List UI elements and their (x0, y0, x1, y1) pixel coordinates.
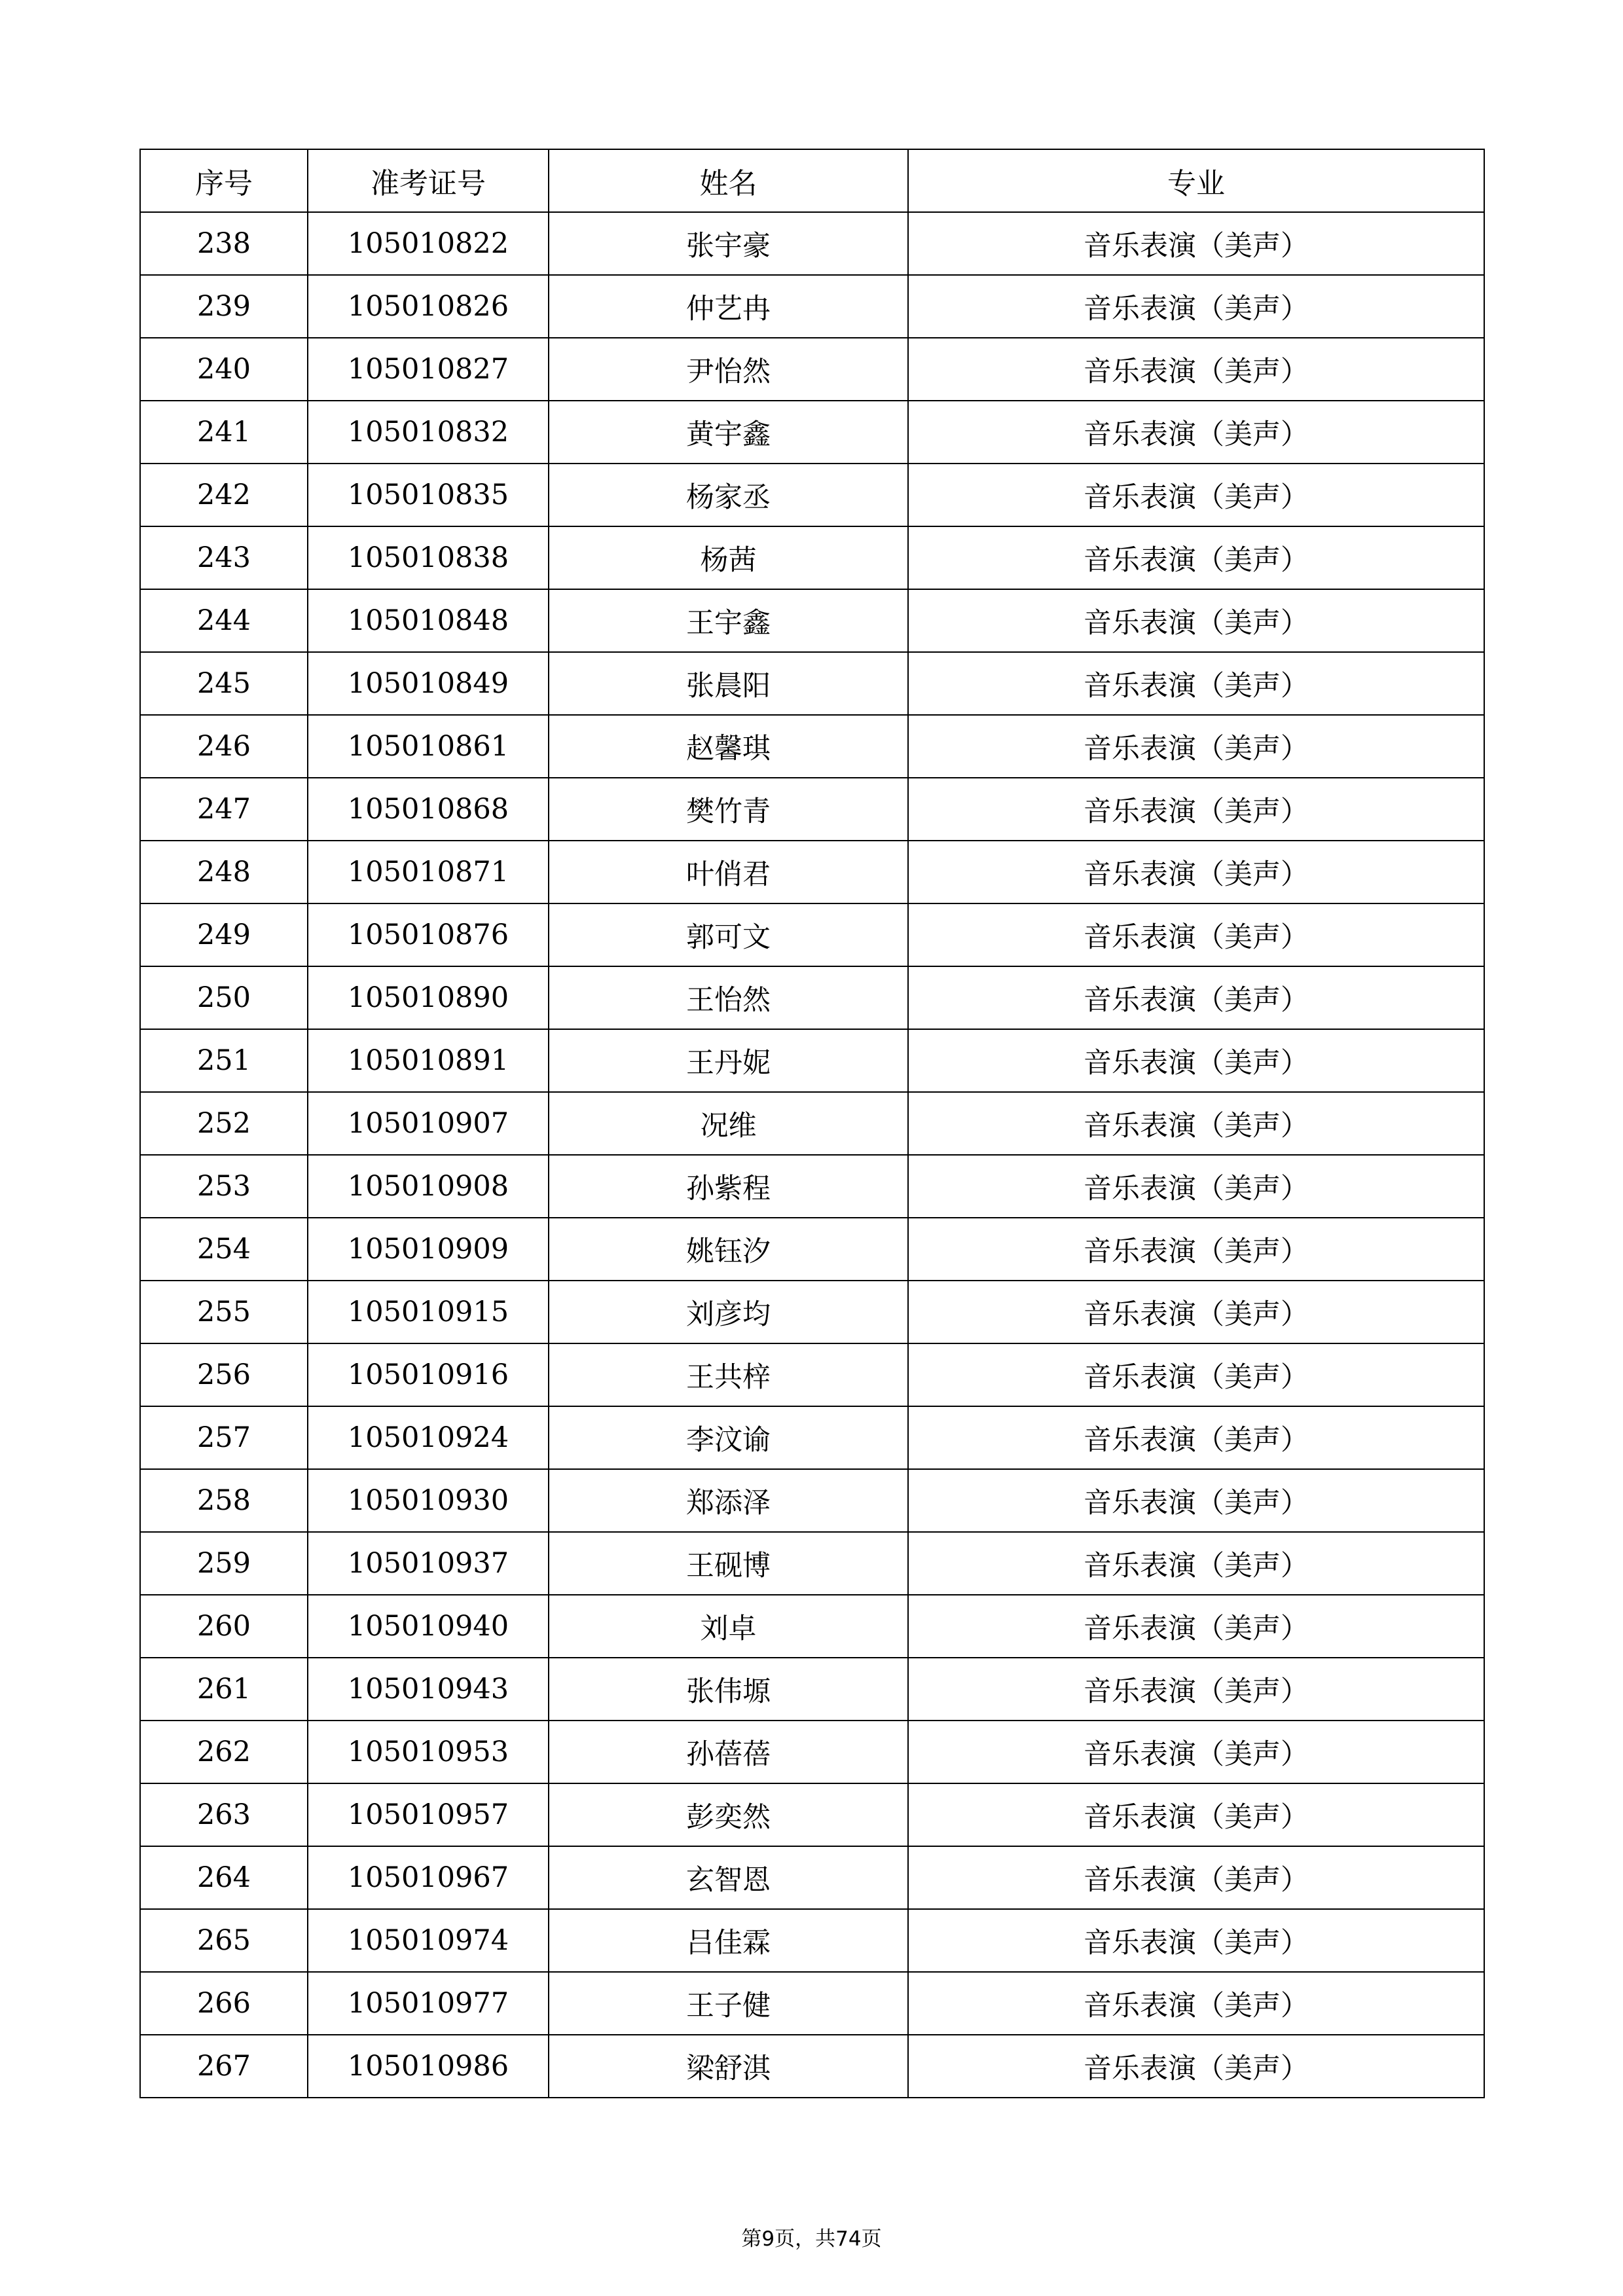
cell-name: 刘卓 (549, 1595, 908, 1658)
cell-major: 音乐表演（美声） (908, 1155, 1484, 1218)
cell-serial: 263 (140, 1783, 308, 1846)
cell-name: 王丹妮 (549, 1029, 908, 1092)
cell-serial: 247 (140, 778, 308, 841)
cell-name: 况维 (549, 1092, 908, 1155)
cell-name: 彭奕然 (549, 1783, 908, 1846)
cell-name: 杨茜 (549, 526, 908, 589)
table-row (140, 1029, 1484, 1092)
table-row (140, 1658, 1484, 1721)
cell-exam-id: 105010940 (308, 1595, 549, 1658)
cell-serial: 241 (140, 401, 308, 464)
cell-exam-id: 105010848 (308, 589, 549, 652)
cell-name: 樊竹青 (549, 778, 908, 841)
column-header-major: 专业 (908, 149, 1484, 212)
cell-exam-id: 105010930 (308, 1469, 549, 1532)
table-row (140, 715, 1484, 778)
cell-exam-id: 105010909 (308, 1218, 549, 1281)
table-row (140, 212, 1484, 275)
cell-name: 孙蓓蓓 (549, 1721, 908, 1783)
cell-exam-id: 105010891 (308, 1029, 549, 1092)
table-row (140, 526, 1484, 589)
footer-prefix: 第 (741, 2227, 762, 2251)
cell-serial: 254 (140, 1218, 308, 1281)
cell-major: 音乐表演（美声） (908, 966, 1484, 1029)
table-row (140, 1846, 1484, 1909)
table-row (140, 1343, 1484, 1406)
cell-exam-id: 105010943 (308, 1658, 549, 1721)
cell-major: 音乐表演（美声） (908, 1972, 1484, 2035)
cell-major: 音乐表演（美声） (908, 589, 1484, 652)
table-row (140, 1909, 1484, 1972)
table-row (140, 1469, 1484, 1532)
cell-major: 音乐表演（美声） (908, 212, 1484, 275)
cell-major: 音乐表演（美声） (908, 1406, 1484, 1469)
table-row (140, 1532, 1484, 1595)
cell-major: 音乐表演（美声） (908, 841, 1484, 903)
cell-exam-id: 105010871 (308, 841, 549, 903)
column-header-serial: 序号 (140, 149, 308, 212)
table-row (140, 275, 1484, 338)
cell-name: 李汶谕 (549, 1406, 908, 1469)
cell-exam-id: 105010849 (308, 652, 549, 715)
cell-name: 王怡然 (549, 966, 908, 1029)
table-row (140, 966, 1484, 1029)
roster-table (139, 149, 1485, 2098)
cell-exam-id: 105010907 (308, 1092, 549, 1155)
cell-major: 音乐表演（美声） (908, 1846, 1484, 1909)
cell-name: 仲艺冉 (549, 275, 908, 338)
cell-serial: 246 (140, 715, 308, 778)
cell-name: 王宇鑫 (549, 589, 908, 652)
cell-exam-id: 105010957 (308, 1783, 549, 1846)
table-row (140, 401, 1484, 464)
cell-exam-id: 105010924 (308, 1406, 549, 1469)
cell-serial: 265 (140, 1909, 308, 1972)
cell-serial: 245 (140, 652, 308, 715)
cell-major: 音乐表演（美声） (908, 338, 1484, 401)
cell-major: 音乐表演（美声） (908, 903, 1484, 966)
cell-name: 叶俏君 (549, 841, 908, 903)
cell-serial: 255 (140, 1281, 308, 1343)
cell-major: 音乐表演（美声） (908, 401, 1484, 464)
footer-page-number: 9 (761, 2227, 775, 2251)
cell-serial: 250 (140, 966, 308, 1029)
cell-exam-id: 105010915 (308, 1281, 549, 1343)
column-header-exam-id: 准考证号 (308, 149, 549, 212)
cell-exam-id: 105010822 (308, 212, 549, 275)
cell-major: 音乐表演（美声） (908, 1595, 1484, 1658)
cell-name: 王砚博 (549, 1532, 908, 1595)
footer-middle: 页，共 (775, 2227, 836, 2251)
table-row (140, 2035, 1484, 2098)
table-row (140, 1155, 1484, 1218)
cell-exam-id: 105010861 (308, 715, 549, 778)
cell-exam-id: 105010832 (308, 401, 549, 464)
cell-serial: 253 (140, 1155, 308, 1218)
cell-major: 音乐表演（美声） (908, 1218, 1484, 1281)
cell-name: 黄宇鑫 (549, 401, 908, 464)
cell-serial: 242 (140, 464, 308, 526)
cell-exam-id: 105010937 (308, 1532, 549, 1595)
cell-name: 尹怡然 (549, 338, 908, 401)
table-row (140, 338, 1484, 401)
table-row (140, 652, 1484, 715)
cell-major: 音乐表演（美声） (908, 652, 1484, 715)
cell-serial: 261 (140, 1658, 308, 1721)
table-row (140, 1721, 1484, 1783)
cell-major: 音乐表演（美声） (908, 1721, 1484, 1783)
cell-name: 王共梓 (549, 1343, 908, 1406)
table-row (140, 1218, 1484, 1281)
cell-serial: 267 (140, 2035, 308, 2098)
cell-name: 梁舒淇 (549, 2035, 908, 2098)
cell-serial: 258 (140, 1469, 308, 1532)
cell-exam-id: 105010826 (308, 275, 549, 338)
column-header-name: 姓名 (549, 149, 908, 212)
cell-serial: 266 (140, 1972, 308, 2035)
cell-serial: 249 (140, 903, 308, 966)
cell-name: 玄智恩 (549, 1846, 908, 1909)
cell-name: 张宇豪 (549, 212, 908, 275)
cell-serial: 238 (140, 212, 308, 275)
table-body (140, 212, 1484, 2098)
table-row (140, 903, 1484, 966)
cell-exam-id: 105010838 (308, 526, 549, 589)
table-row (140, 1595, 1484, 1658)
cell-serial: 251 (140, 1029, 308, 1092)
cell-major: 音乐表演（美声） (908, 1909, 1484, 1972)
cell-major: 音乐表演（美声） (908, 275, 1484, 338)
cell-serial: 256 (140, 1343, 308, 1406)
cell-name: 张伟塬 (549, 1658, 908, 1721)
cell-major: 音乐表演（美声） (908, 1092, 1484, 1155)
table-header-row (140, 149, 1484, 212)
cell-exam-id: 105010835 (308, 464, 549, 526)
cell-name: 姚钰汐 (549, 1218, 908, 1281)
cell-major: 音乐表演（美声） (908, 1343, 1484, 1406)
cell-serial: 243 (140, 526, 308, 589)
cell-name: 郭可文 (549, 903, 908, 966)
cell-serial: 252 (140, 1092, 308, 1155)
cell-serial: 260 (140, 1595, 308, 1658)
cell-major: 音乐表演（美声） (908, 1281, 1484, 1343)
cell-serial: 259 (140, 1532, 308, 1595)
table-row (140, 589, 1484, 652)
cell-name: 孙紫程 (549, 1155, 908, 1218)
cell-exam-id: 105010953 (308, 1721, 549, 1783)
cell-name: 王子健 (549, 1972, 908, 2035)
cell-major: 音乐表演（美声） (908, 464, 1484, 526)
table-row (140, 1783, 1484, 1846)
page-footer (0, 2222, 1623, 2251)
cell-name: 杨家丞 (549, 464, 908, 526)
cell-exam-id: 105010827 (308, 338, 549, 401)
table-row (140, 464, 1484, 526)
cell-exam-id: 105010876 (308, 903, 549, 966)
table-row (140, 1406, 1484, 1469)
footer-total-pages: 74 (835, 2227, 862, 2251)
cell-major: 音乐表演（美声） (908, 1658, 1484, 1721)
cell-serial: 244 (140, 589, 308, 652)
cell-major: 音乐表演（美声） (908, 2035, 1484, 2098)
table-row (140, 1972, 1484, 2035)
cell-major: 音乐表演（美声） (908, 1469, 1484, 1532)
cell-name: 吕佳霖 (549, 1909, 908, 1972)
cell-exam-id: 105010908 (308, 1155, 549, 1218)
cell-major: 音乐表演（美声） (908, 778, 1484, 841)
cell-exam-id: 105010986 (308, 2035, 549, 2098)
table-row (140, 841, 1484, 903)
cell-exam-id: 105010916 (308, 1343, 549, 1406)
cell-exam-id: 105010890 (308, 966, 549, 1029)
cell-name: 赵馨琪 (549, 715, 908, 778)
cell-serial: 264 (140, 1846, 308, 1909)
cell-serial: 240 (140, 338, 308, 401)
cell-major: 音乐表演（美声） (908, 526, 1484, 589)
cell-name: 张晨阳 (549, 652, 908, 715)
cell-exam-id: 105010974 (308, 1909, 549, 1972)
cell-serial: 262 (140, 1721, 308, 1783)
footer-suffix: 页 (861, 2227, 882, 2251)
cell-major: 音乐表演（美声） (908, 1783, 1484, 1846)
cell-exam-id: 105010868 (308, 778, 549, 841)
cell-exam-id: 105010977 (308, 1972, 549, 2035)
cell-serial: 239 (140, 275, 308, 338)
cell-serial: 257 (140, 1406, 308, 1469)
table-row (140, 1281, 1484, 1343)
table-row (140, 778, 1484, 841)
table-row (140, 1092, 1484, 1155)
cell-name: 郑添泽 (549, 1469, 908, 1532)
cell-major: 音乐表演（美声） (908, 1029, 1484, 1092)
cell-exam-id: 105010967 (308, 1846, 549, 1909)
cell-name: 刘彦均 (549, 1281, 908, 1343)
cell-serial: 248 (140, 841, 308, 903)
cell-major: 音乐表演（美声） (908, 1532, 1484, 1595)
cell-major: 音乐表演（美声） (908, 715, 1484, 778)
